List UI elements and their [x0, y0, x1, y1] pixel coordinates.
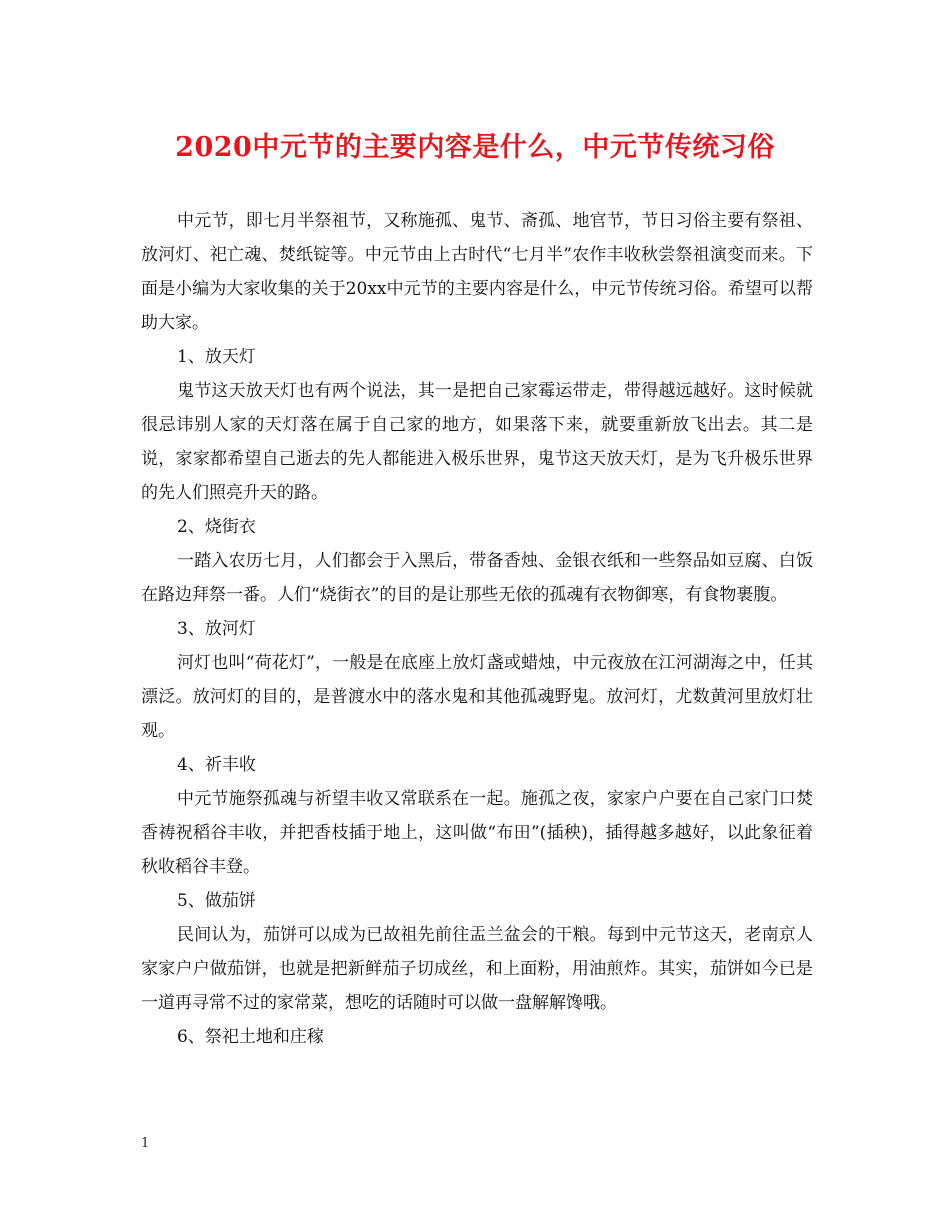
- document-title: 2020中元节的主要内容是什么，中元节传统习俗: [175, 132, 775, 163]
- section-paragraph: 鬼节这天放天灯也有两个说法，其一是把自己家霉运带走，带得越远越好。这时候就很忌讳别人家的天灯落在属于自己家的地方，如果落下来，就要重新放飞出去。其二是说，家家都希望自己逝去的先人都能进入极乐世界，鬼节这天放天灯，是为飞升极乐世界的先人们照亮升天的路。: [141, 381, 813, 503]
- document-body: [141, 204, 813, 1054]
- page-number: 1: [141, 1136, 150, 1151]
- section-heading: 2、烧街衣: [177, 517, 256, 537]
- section-paragraph: 一踏入农历七月，人们都会于入黑后，带备香烛、金银衣纸和一些祭品如豆腐、白饭在路边拜祭一番。人们“烧街衣”的目的是让那些无依的孤魂有衣物御寒，有食物裹腹。: [141, 551, 813, 605]
- intro-paragraph: 中元节，即七月半祭祖节，又称施孤、鬼节、斋孤、地官节，节日习俗主要有祭祖、放河灯、祀亡魂、焚纸锭等。中元节由上古时代“七月半”农作丰收秋尝祭祖演变而来。下面是小编为大家收集的关于20xx中元节的主要内容是什么，中元节传统习俗。希望可以帮助大家。: [141, 211, 813, 333]
- section-heading: 5、做茄饼: [177, 891, 256, 911]
- section-paragraph: 河灯也叫“荷花灯”，一般是在底座上放灯盏或蜡烛，中元夜放在江河湖海之中，任其漂泛。放河灯的目的，是普渡水中的落水鬼和其他孤魂野鬼。放河灯，尤数黄河里放灯壮观。: [141, 653, 813, 741]
- section-paragraph: 中元节施祭孤魂与祈望丰收又常联系在一起。施孤之夜，家家户户要在自己家门口焚香祷祝稻谷丰收，并把香枝插于地上，这叫做“布田”(插秧)，插得越多越好，以此象征着秋收稻谷丰登。: [141, 789, 813, 877]
- section-heading: 3、放河灯: [177, 619, 256, 639]
- section-heading: 6、祭祀土地和庄稼: [177, 1027, 324, 1047]
- section-paragraph: 民间认为，茄饼可以成为已故祖先前往盂兰盆会的干粮。每到中元节这天，老南京人家家户户做茄饼，也就是把新鲜茄子切成丝，和上面粉，用油煎炸。其实，茄饼如今已是一道再寻常不过的家常菜，想吃的话随时可以做一盘解解馋哦。: [141, 925, 813, 1013]
- section-heading: 4、祈丰收: [177, 755, 256, 775]
- section-heading: 1、放天灯: [177, 347, 256, 367]
